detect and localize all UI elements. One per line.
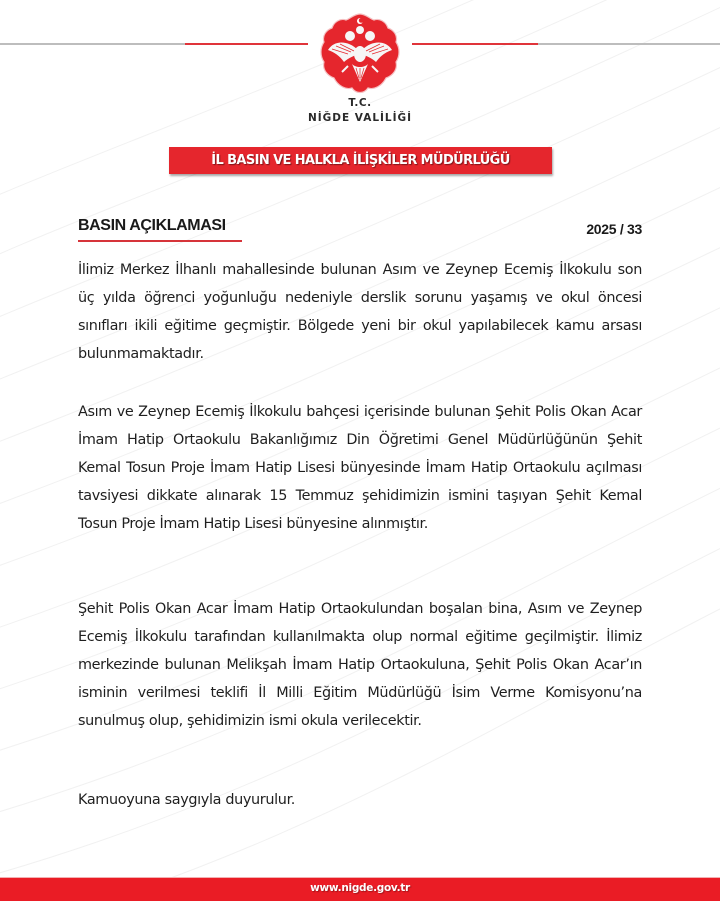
- paragraph-2: Asım ve Zeynep Ecemiş İlkokulu bahçesi içerisinde bulunan Şehit Polis Okan Acar İmam Hatip Ortaokulu Bakanlığımız Din Öğretimi Genel Müdürlüğünün Şehit Kemal Tosun Proje İmam Hatip Lisesi bünyesinde İmam Hatip Ortaokulu açılması tavsiyesi dikkate alınarak 15 Temmuz şehidimizin ismini taşıyan Şehit Kemal Tosun Proje İmam Hatip Lisesi bünyesine alınmıştır.: [78, 404, 642, 532]
- header-institution-name: NİĞDE VALİLİĞİ: [307, 112, 413, 124]
- document-number: 2025 / 33: [586, 221, 642, 237]
- unit-banner: [169, 147, 552, 174]
- paragraph-3: Şehit Polis Okan Acar İmam Hatip Ortaokulundan boşalan bina, Asım ve Zeynep Ecemiş İlkokulu tarafından kullanılmakta olup normal eğitime geçilmiştir. İlimiz merkezinde bulunan Melikşah İmam Hatip Ortaokuluna, Şehit Polis Okan Acar’ın isminin verilmesi teklifi İl Milli Eğitim Müdürlüğü İsim Verme Komisyonu’na sunulmuş olup, şehidimizin ismi okula verilecektir.: [78, 601, 642, 729]
- seljuk-eagle-emblem-icon: [318, 10, 402, 96]
- header-tc: T.C.: [348, 97, 372, 109]
- document-title-underline: [78, 240, 242, 242]
- unit-banner-label: İL BASIN VE HALKLA İLİŞKİLER MÜDÜRLÜĞÜ: [211, 153, 510, 168]
- header-line-right-red: [412, 43, 538, 45]
- header-line-right-gray: [538, 43, 720, 45]
- website-link[interactable]: www.nigde.gov.tr: [310, 882, 410, 894]
- closing-line: Kamuoyuna saygıyla duyurulur.: [78, 792, 296, 808]
- header-line-left-red: [185, 43, 308, 45]
- footer-bar: [0, 877, 720, 901]
- document-title: BASIN AÇIKLAMASI: [78, 217, 226, 234]
- paragraph-1: İlimiz Merkez İlhanlı mahallesinde bulunan Asım ve Zeynep Ecemiş İlkokulu son üç yılda öğrenci yoğunluğu nedeniyle derslik sorunu yaşamış ve okul öncesi sınıfları ikili eğitime geçmiştir. Bölgede yeni bir okul yapılabilecek kamu arsası bulunmamaktadır.: [78, 262, 642, 362]
- header-line-left-gray: [0, 43, 185, 45]
